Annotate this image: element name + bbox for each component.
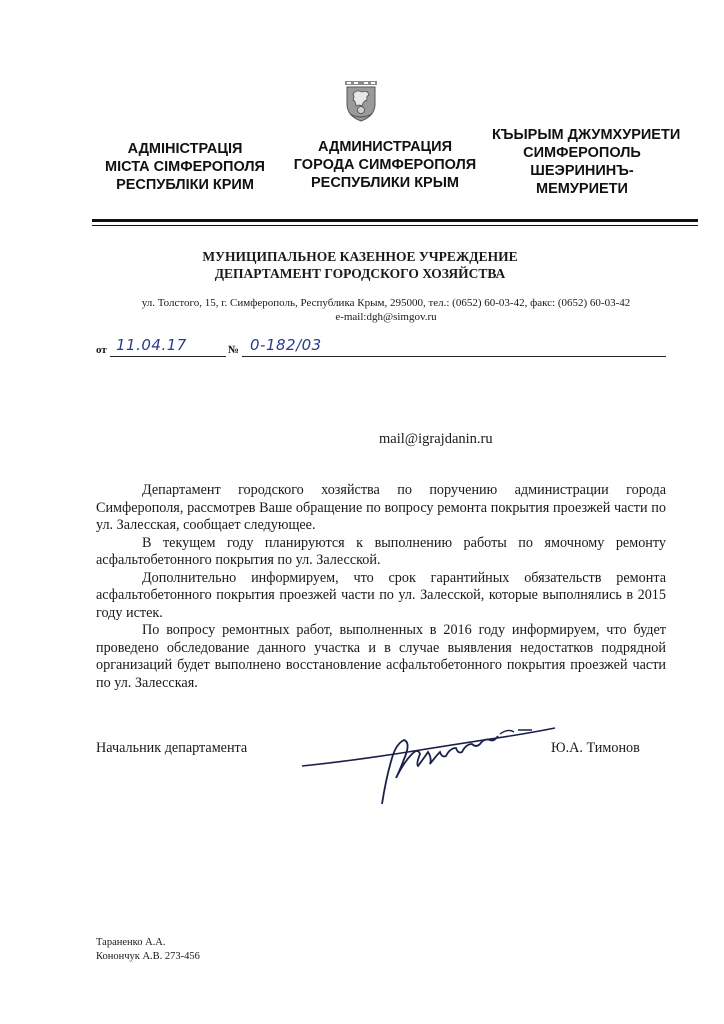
email-line: e-mail:dgh@simgov.ru <box>335 311 437 323</box>
number-handwritten: 0-182/03 <box>250 336 322 354</box>
recipient-email: mail@igrajdanin.ru <box>379 431 493 447</box>
organization-name <box>150 248 570 282</box>
header-ukrainian-line: РЕСПУБЛІКИ КРИМ <box>116 177 254 193</box>
crimea-coat-of-arms-icon <box>344 80 378 122</box>
date-handwritten: 11.04.17 <box>116 336 187 354</box>
header-ukrainian-line: МІСТА СІМФЕРОПОЛЯ <box>105 159 265 175</box>
organization-address <box>96 296 676 324</box>
header-divider-thin <box>92 225 698 226</box>
organization-line: ДЕПАРТАМЕНТ ГОРОДСКОГО ХОЗЯЙСТВА <box>214 266 506 281</box>
registration-line <box>96 336 666 358</box>
number-label: № <box>228 344 240 356</box>
signatory-title: Начальник департамента <box>96 740 248 756</box>
paragraph: По вопросу ремонтных работ, выполненных в 2016 году информируем, что будет проведено обследование данного участка и в случае выявления недостатков подрядной организаций будет выполнено восстановление асфальтобетонного покрытия проезжей части по ул. Залесская. <box>96 622 666 691</box>
header-divider-thick <box>92 219 698 222</box>
organization-line: МУНИЦИПАЛЬНОЕ КАЗЕННОЕ УЧРЕЖДЕНИЕ <box>202 249 518 264</box>
header-russian-line: АДМИНИСТРАЦИЯ <box>317 139 452 155</box>
number-underline <box>242 356 666 357</box>
header-russian <box>290 138 480 192</box>
date-underline <box>110 356 226 357</box>
executors-block <box>96 936 200 964</box>
header-crimean-tatar-line: КЪЫРЫМ ДЖУМХУРИЕТИ <box>492 127 681 143</box>
header-russian-line: ГОРОДА СИМФЕРОПОЛЯ <box>293 157 477 173</box>
header-ukrainian <box>100 140 270 194</box>
date-label: от <box>96 344 107 356</box>
executor-line: Конончук А.В. 273-456 <box>96 951 200 962</box>
header-ukrainian-line: АДМІНІСТРАЦІЯ <box>127 141 243 157</box>
letter-body <box>96 482 666 692</box>
handwritten-signature <box>300 718 560 808</box>
paragraph: Дополнительно информируем, что срок гарантийных обязательств ремонта асфальтобетонного покрытия проезжей части по ул. Залесской, которые выполнялись в 2015 году истек. <box>96 569 666 621</box>
paragraph: В текущем году планируются к выполнению работы по ямочному ремонту асфальтобетонного покрытия по ул. Залесской. <box>96 534 666 568</box>
paragraph: Департамент городского хозяйства по поручению администрации города Симферополя, рассмотрев Ваше обращение по вопросу ремонта покрытия проезжей части по ул. Залесская, сообщает следующее. <box>96 482 666 533</box>
address-line: ул. Толстого, 15, г. Симферополь, Республика Крым, 295000, тел.: (0652) 60-03-42, факс: (0652) 60-03-42 <box>141 297 631 309</box>
header-crimean-tatar-line: МЕМУРИЕТИ <box>536 181 628 197</box>
signatory-name: Ю.А. Тимонов <box>551 740 640 756</box>
executor-line: Тараненко А.А. <box>96 937 166 948</box>
header-russian-line: РЕСПУБЛИКИ КРЫМ <box>310 175 459 191</box>
header-crimean-tatar <box>492 126 681 198</box>
header-crimean-tatar-line: ШЕЭРИНИНЪ- <box>530 163 634 179</box>
header-crimean-tatar-line: СИМФЕРОПОЛЬ <box>523 145 641 161</box>
